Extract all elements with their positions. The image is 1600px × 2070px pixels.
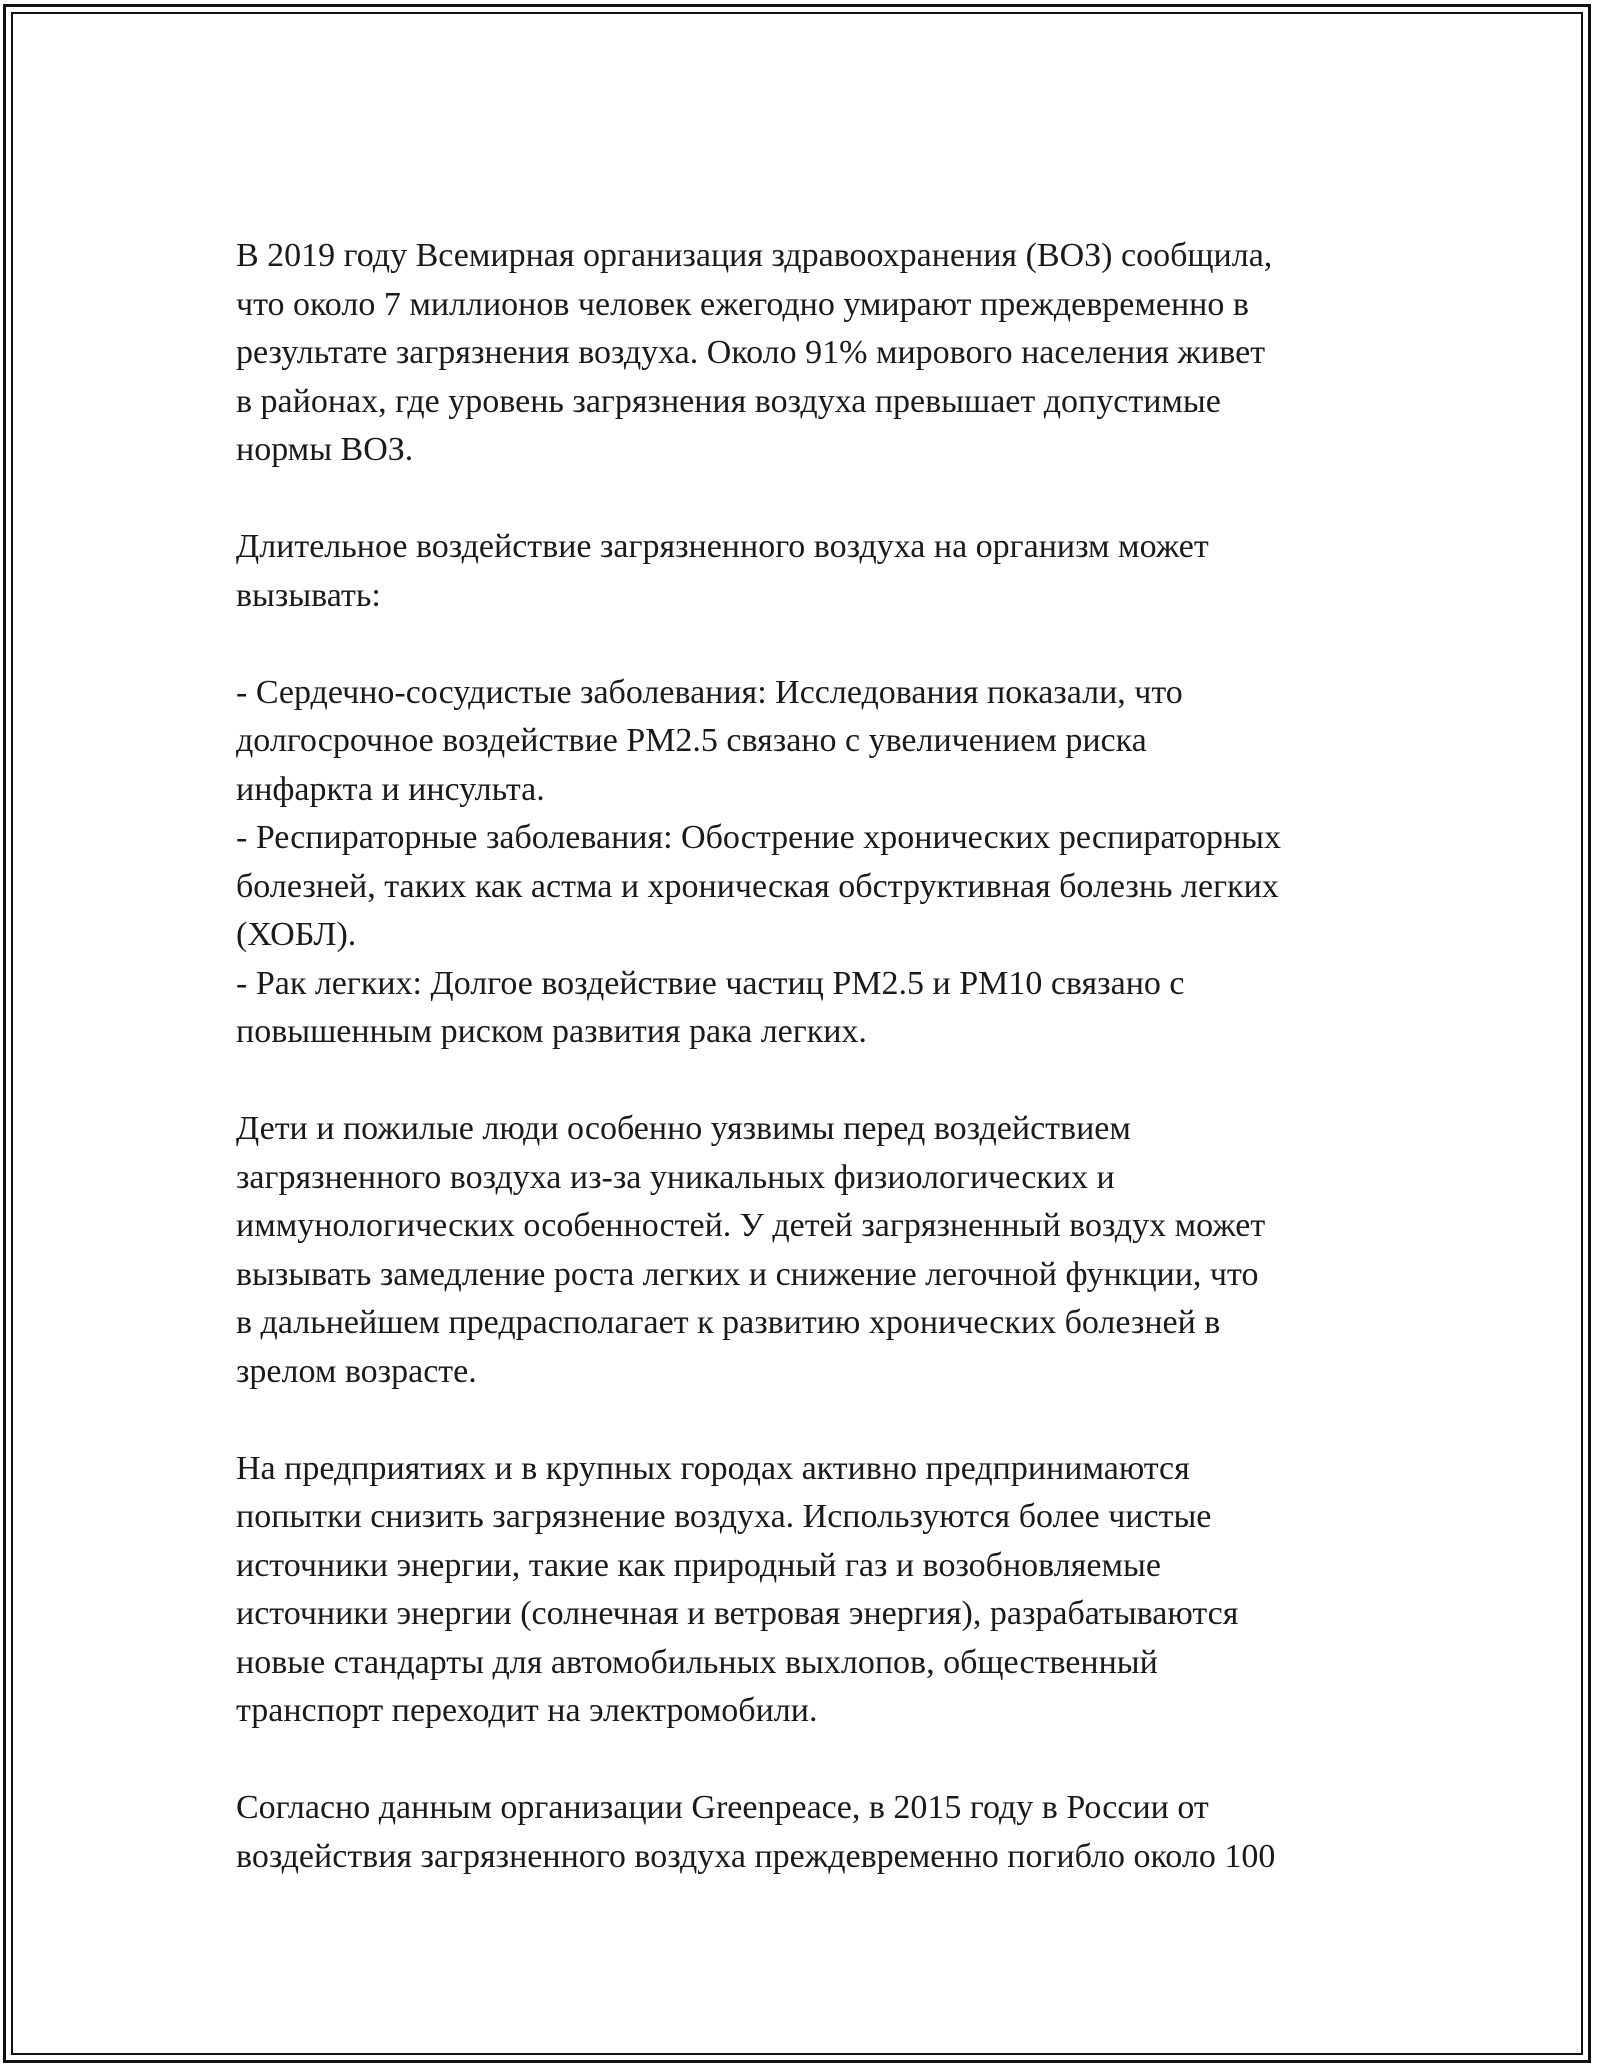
list-item-respiratory: - Респираторные заболевания: Обострение хронических респираторных	[236, 819, 1282, 856]
paragraph-long-exposure-intro	[236, 523, 1376, 620]
text-line: повышенным риском развития рака легких.	[236, 1013, 867, 1050]
text-line: Дети и пожилые люди особенно уязвимы перед воздействием	[236, 1110, 1131, 1147]
text-line: транспорт переходит на электромобили.	[236, 1692, 818, 1729]
text-line: результате загрязнения воздуха. Около 91% мирового населения живет	[236, 334, 1266, 371]
paragraph-greenpeace-russia	[236, 1784, 1376, 1881]
text-line: инфаркта и инсульта.	[236, 770, 545, 808]
text-line: нормы ВОЗ.	[236, 431, 414, 468]
text-line: загрязненного воздуха из-за уникальных физиологических и	[236, 1158, 1115, 1196]
paragraph-children-elderly	[236, 1105, 1376, 1396]
list-item-cardiovascular: - Сердечно-сосудистые заболевания: Исследования показали, что	[236, 673, 1183, 711]
text-line: вызывать:	[236, 576, 381, 614]
text-line: попытки снизить загрязнение воздуха. Используются более чистые	[236, 1498, 1212, 1535]
text-line: новые стандарты для автомобильных выхлопов, общественный	[236, 1643, 1158, 1681]
text-line: (ХОБЛ).	[236, 916, 357, 953]
paragraph-pollution-reduction	[236, 1445, 1376, 1736]
text-line: долгосрочное воздействие PM2.5 связано с увеличением риска	[236, 722, 1147, 759]
text-line: Согласно данным организации Greenpeace, в 2015 году в России от	[236, 1789, 1209, 1826]
text-line: На предприятиях и в крупных городах активно предпринимаются	[236, 1449, 1190, 1487]
text-line: иммунологических особенностей. У детей загрязненный воздух может	[236, 1207, 1266, 1244]
text-line: В 2019 году Всемирная организация здравоохранения (ВОЗ) сообщила,	[236, 237, 1273, 274]
text-line: в районах, где уровень загрязнения воздуха превышает допустимые	[236, 382, 1221, 420]
document-body	[236, 232, 1376, 1881]
text-line: вызывать замедление роста легких и снижение легочной функции, что	[236, 1255, 1259, 1293]
text-line: болезней, таких как астма и хроническая обструктивная болезнь легких	[236, 867, 1279, 905]
paragraph-who-report	[236, 232, 1376, 475]
text-line: зрелом возрасте.	[236, 1352, 477, 1390]
list-item-lung-cancer: - Рак легких: Долгое воздействие частиц PM2.5 и PM10 связано с	[236, 964, 1185, 1002]
text-line: источники энергии, такие как природный газ и возобновляемые	[236, 1546, 1161, 1584]
text-line: воздействия загрязненного воздуха преждевременно погибло около 100	[236, 1837, 1276, 1875]
text-line: в дальнейшем предрасполагает к развитию хронических болезней в	[236, 1304, 1221, 1341]
text-line: Длительное воздействие загрязненного воздуха на организм может	[236, 528, 1209, 565]
text-line: что около 7 миллионов человек ежегодно умирают преждевременно в	[236, 285, 1249, 323]
paragraph-disease-list	[236, 669, 1376, 1057]
text-line: источники энергии (солнечная и ветровая энергия), разрабатываются	[236, 1595, 1239, 1632]
